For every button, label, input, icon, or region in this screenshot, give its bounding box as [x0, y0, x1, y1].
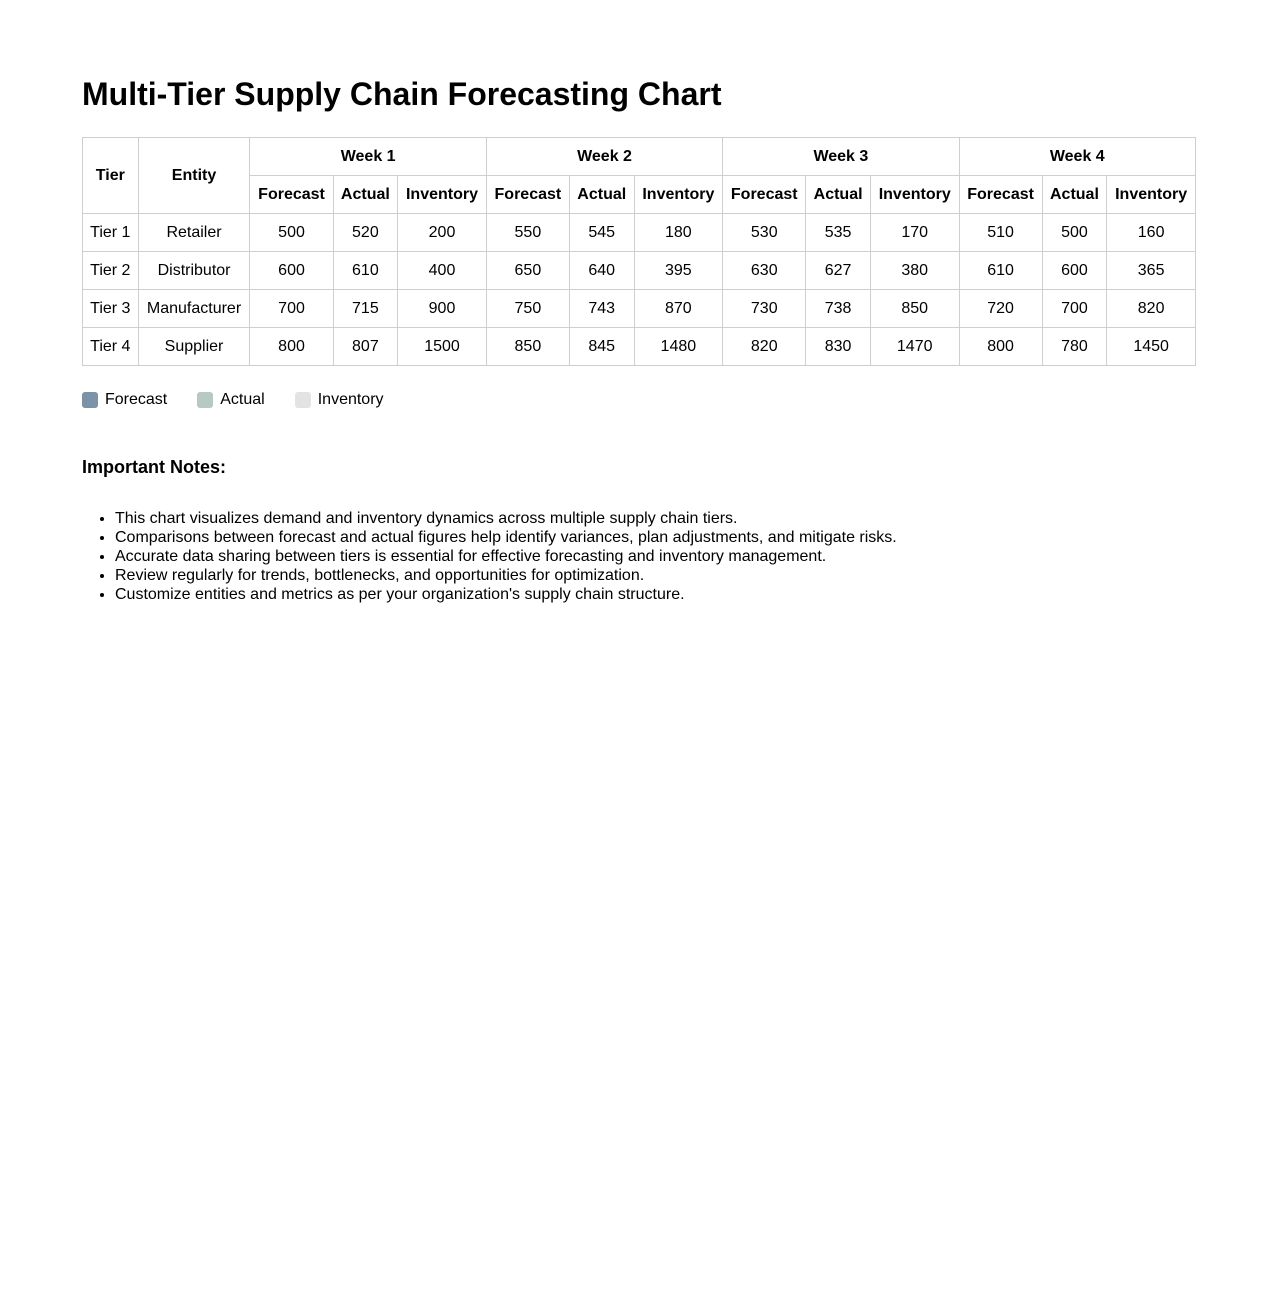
- cell-forecast: 850: [486, 328, 569, 366]
- notes-list: [82, 509, 1196, 604]
- cell-actual: 500: [1042, 214, 1107, 252]
- page: [0, 0, 1278, 604]
- cell-entity: Supplier: [138, 328, 250, 366]
- cell-inventory: 400: [398, 252, 487, 290]
- cell-actual: 830: [806, 328, 871, 366]
- cell-inventory: 1500: [398, 328, 487, 366]
- legend-item: [295, 391, 384, 409]
- header-metric-forecast: Forecast: [250, 176, 333, 214]
- cell-forecast: 800: [250, 328, 333, 366]
- cell-actual: 600: [1042, 252, 1107, 290]
- cell-inventory: 170: [870, 214, 959, 252]
- cell-actual: 535: [806, 214, 871, 252]
- legend-label: Forecast: [105, 391, 168, 408]
- header-metric-actual: Actual: [333, 176, 398, 214]
- legend-item: [197, 391, 264, 409]
- cell-forecast: 650: [486, 252, 569, 290]
- header-metric-actual: Actual: [1042, 176, 1107, 214]
- cell-forecast: 700: [250, 290, 333, 328]
- cell-actual: 520: [333, 214, 398, 252]
- cell-inventory: 365: [1107, 252, 1196, 290]
- forecast-table: [82, 137, 1196, 366]
- cell-entity: Manufacturer: [138, 290, 250, 328]
- cell-inventory: 395: [634, 252, 723, 290]
- cell-actual: 845: [569, 328, 634, 366]
- header-metric-forecast: Forecast: [959, 176, 1042, 214]
- cell-inventory: 180: [634, 214, 723, 252]
- legend-label: Inventory: [317, 391, 384, 408]
- legend-item: [82, 391, 167, 409]
- note-item: • Review regularly for trends, bottlenecks, and opportunities for optimization.: [115, 566, 1196, 585]
- cell-inventory: 870: [634, 290, 723, 328]
- cell-inventory: 1470: [870, 328, 959, 366]
- header-metric-inventory: Inventory: [1107, 176, 1196, 214]
- legend: [82, 390, 1196, 410]
- table-row: [83, 328, 1196, 366]
- header-metric-inventory: Inventory: [398, 176, 487, 214]
- cell-actual: 545: [569, 214, 634, 252]
- cell-forecast: 730: [723, 290, 806, 328]
- cell-inventory: 900: [398, 290, 487, 328]
- cell-forecast: 630: [723, 252, 806, 290]
- notes-title: Important Notes:: [82, 457, 226, 477]
- cell-inventory: 820: [1107, 290, 1196, 328]
- cell-forecast: 610: [959, 252, 1042, 290]
- cell-tier: Tier 4: [83, 328, 139, 366]
- note-item: • Customize entities and metrics as per your organization's supply chain structure.: [115, 585, 1196, 604]
- cell-inventory: 160: [1107, 214, 1196, 252]
- table-row: [83, 214, 1196, 252]
- cell-actual: 715: [333, 290, 398, 328]
- cell-actual: 738: [806, 290, 871, 328]
- cell-actual: 780: [1042, 328, 1107, 366]
- header-metric-actual: Actual: [806, 176, 871, 214]
- cell-inventory: 850: [870, 290, 959, 328]
- cell-forecast: 720: [959, 290, 1042, 328]
- page-title: Multi-Tier Supply Chain Forecasting Chart: [82, 76, 722, 112]
- cell-actual: 807: [333, 328, 398, 366]
- legend-label: Actual: [220, 391, 265, 408]
- cell-forecast: 510: [959, 214, 1042, 252]
- header-entity: Entity: [138, 138, 250, 214]
- cell-forecast: 800: [959, 328, 1042, 366]
- header-week-2: Week 2: [486, 138, 722, 176]
- table-row: [83, 290, 1196, 328]
- legend-swatch: [82, 392, 98, 408]
- header-row-metrics: [83, 176, 1196, 214]
- cell-inventory: 380: [870, 252, 959, 290]
- header-week-3: Week 3: [723, 138, 959, 176]
- note-item: • Comparisons between forecast and actual figures help identify variances, plan adjustments, and mitigate risks.: [115, 528, 1196, 547]
- cell-actual: 700: [1042, 290, 1107, 328]
- cell-forecast: 500: [250, 214, 333, 252]
- cell-forecast: 530: [723, 214, 806, 252]
- header-metric-actual: Actual: [569, 176, 634, 214]
- header-row-weeks: [83, 138, 1196, 176]
- cell-forecast: 600: [250, 252, 333, 290]
- cell-forecast: 820: [723, 328, 806, 366]
- legend-swatch: [197, 392, 213, 408]
- cell-inventory: 1480: [634, 328, 723, 366]
- note-item: • Accurate data sharing between tiers is essential for effective forecasting and inventory management.: [115, 547, 1196, 566]
- cell-tier: Tier 3: [83, 290, 139, 328]
- header-metric-forecast: Forecast: [486, 176, 569, 214]
- header-week-1: Week 1: [250, 138, 486, 176]
- table-body: [83, 214, 1196, 366]
- cell-actual: 743: [569, 290, 634, 328]
- header-tier: Tier: [83, 138, 139, 214]
- table-row: [83, 252, 1196, 290]
- legend-swatch: [295, 392, 311, 408]
- cell-inventory: 1450: [1107, 328, 1196, 366]
- cell-tier: Tier 1: [83, 214, 139, 252]
- cell-actual: 640: [569, 252, 634, 290]
- header-metric-inventory: Inventory: [634, 176, 723, 214]
- header-metric-inventory: Inventory: [870, 176, 959, 214]
- header-week-4: Week 4: [959, 138, 1195, 176]
- header-metric-forecast: Forecast: [723, 176, 806, 214]
- note-item: • This chart visualizes demand and inventory dynamics across multiple supply chain tiers.: [115, 509, 1196, 528]
- cell-actual: 610: [333, 252, 398, 290]
- cell-forecast: 550: [486, 214, 569, 252]
- cell-entity: Distributor: [138, 252, 250, 290]
- cell-forecast: 750: [486, 290, 569, 328]
- cell-entity: Retailer: [138, 214, 250, 252]
- cell-inventory: 200: [398, 214, 487, 252]
- cell-actual: 627: [806, 252, 871, 290]
- cell-tier: Tier 2: [83, 252, 139, 290]
